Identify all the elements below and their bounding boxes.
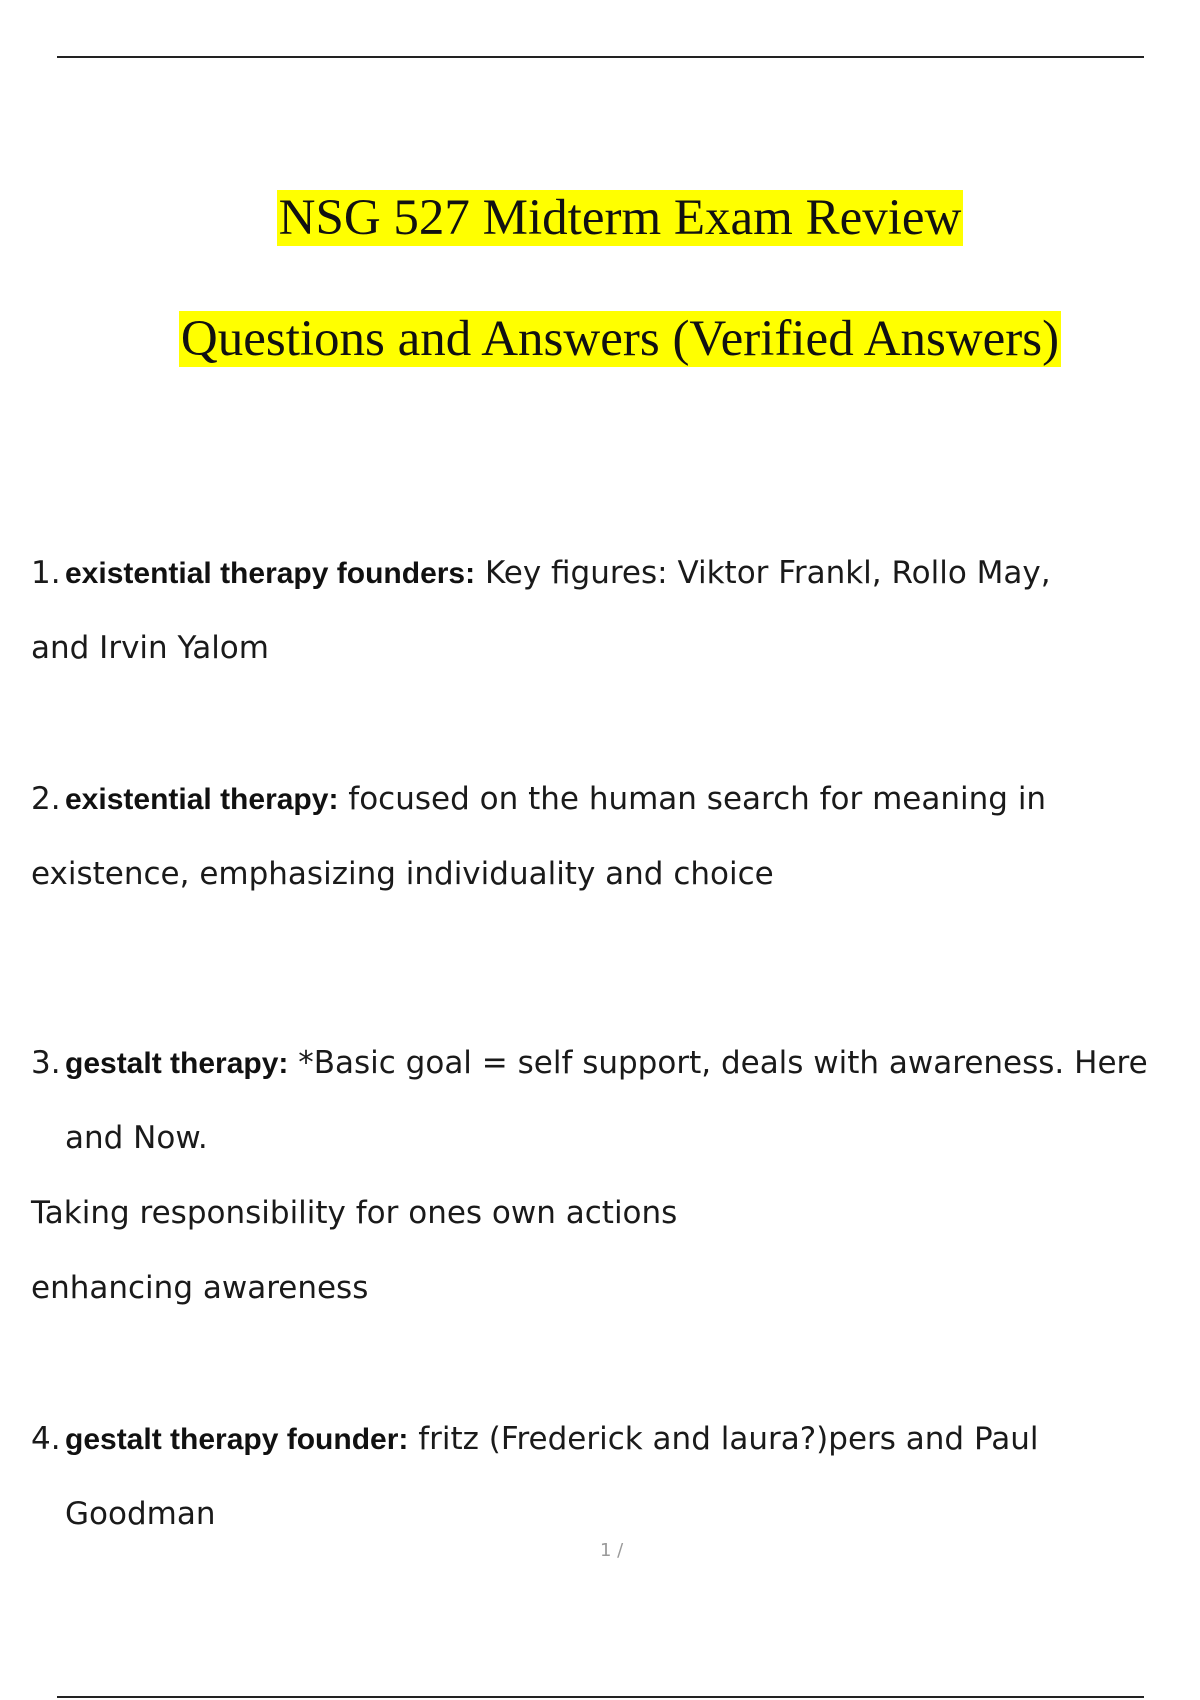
qa-item-2-line-2: existence, emphasizing individuality and choice bbox=[31, 856, 774, 892]
qa-item-1-answer: Key figures: Viktor Frankl, Rollo May, bbox=[475, 555, 1051, 591]
qa-item-4-line-2: Goodman bbox=[65, 1496, 216, 1532]
qa-item-1-line-1 bbox=[31, 536, 1196, 611]
qa-item-3-answer: *Basic goal = self support, deals with awareness. Here bbox=[288, 1045, 1148, 1081]
qa-item-3-line-3: Taking responsibility for ones own actions bbox=[31, 1195, 678, 1231]
qa-item-2-term: existential therapy: bbox=[65, 783, 339, 816]
title-highlight-2: Questions and Answers (Verified Answers) bbox=[180, 311, 1060, 367]
qa-item-2-answer: focused on the human search for meaning in bbox=[338, 781, 1047, 817]
document-title-line-2 bbox=[0, 309, 1200, 369]
qa-item-2-number: 2. bbox=[31, 781, 61, 817]
qa-item-3 bbox=[31, 1026, 1196, 1326]
title-highlight-1: NSG 527 Midterm Exam Review bbox=[278, 190, 962, 246]
qa-item-4-number: 4. bbox=[31, 1421, 61, 1457]
qa-item-3-number: 3. bbox=[31, 1045, 61, 1081]
qa-item-2 bbox=[31, 762, 1196, 912]
qa-item-4-line-1 bbox=[31, 1402, 1196, 1477]
qa-item-4 bbox=[31, 1402, 1196, 1552]
qa-item-3-line-4: enhancing awareness bbox=[31, 1270, 369, 1306]
bottom-divider bbox=[57, 1696, 1144, 1698]
document-title-line-1 bbox=[0, 188, 1200, 248]
qa-item-3-line-1 bbox=[31, 1026, 1196, 1101]
qa-item-1-term: existential therapy founders: bbox=[65, 557, 476, 590]
qa-item-1-number: 1. bbox=[31, 555, 61, 591]
qa-item-4-term: gestalt therapy founder: bbox=[65, 1423, 409, 1456]
page-number: 1 / bbox=[600, 1540, 624, 1561]
qa-item-2-line-1 bbox=[31, 762, 1196, 837]
qa-item-3-line-2: and Now. bbox=[65, 1120, 208, 1156]
qa-item-4-answer: fritz (Frederick and laura?)pers and Paul bbox=[408, 1421, 1039, 1457]
qa-item-3-term: gestalt therapy: bbox=[65, 1047, 289, 1080]
qa-item-1 bbox=[31, 536, 1196, 686]
qa-item-1-line-2: and Irvin Yalom bbox=[31, 630, 269, 666]
top-divider bbox=[57, 56, 1144, 58]
